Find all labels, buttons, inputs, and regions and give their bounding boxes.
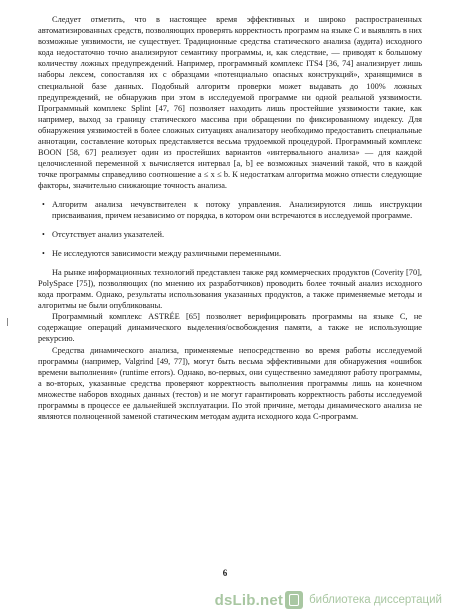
body-text (38, 14, 422, 422)
limitations-list (38, 199, 422, 259)
paragraph-astree: Программный комплекс ASTRÉE [65] позволяет верифицировать программы на языке С, не содержащие операций динамического выделения/освобождения памяти, а также не использующие рекурсию. (38, 312, 422, 344)
bullet-icon: • (42, 248, 45, 258)
paragraph-static-analysis-overview: Следует отметить, что в настоящее время эффективных и широко распространенных автоматизированных средств, позволяющих проверять корректность программ на языке С и выявлять в них возможные уязвимости, не существует. Традиционные средства статического анализа (аудита) исходного кода недостаточно точно анализируют семантику программы, и, как следствие, — приводят к большому количеству ложных предупреждений. Например, программный комплекс ITS4 [36, 74] анализирует лишь наборы лексем, сопоставляя их с образцами «потенциально опасных конструкций», хранящимися в специальной базе данных. Подобный алгоритм проверки может выдавать до 100% ложных предупреждений, не обнаружив при этом в исследуемой программе ни одной реальной уязвимости. Программный комплекс Splint [47, 76] позволяет находить лишь простейшие уязвимости такие, как например, выход за границу статического массива при обращении по фиксированному индексу. Для обнаружения уязвимостей в более сложных ситуациях анализатору необходимо предоставить специальные аннотации, составление которых представляется весьма трудоемкой процедурой. Программный комплекс BOON [58, 67] реализует один из простейших вариантов «интервального анализа» — для каждой целочисленной переменной x вычисляется интервал [a, b] ее возможных значений такой, что в каждой точке программы справедливо соотношение a ≤ x ≤ b. К недостаткам алгоритма можно отнести следующие факторы, значительно снижающие точность анализа. (38, 15, 422, 191)
list-item-text: Алгоритм анализа нечувствителен к потоку управления. Анализируются лишь инструкции присваивания, причем независимо от порядка, в котором они встречаются в исследуемой программе. (52, 199, 422, 220)
paragraph-commercial-products: На рынке информационных технологий представлен также ряд коммерческих продуктов (Coverity [70], PolySpace [75]), позволяющих (по мнению их разработчиков) проводить более точный анализ исходного кода программ. Однако, результаты использования указанных продуктов, а также применяемые методы и алгоритмы не были опубликованы. (38, 267, 422, 311)
paragraph-dynamic-analysis: Средства динамического анализа, применяемые непосредственно во время работы исследуемой программы (например, Valgrind [49, 77]), могут быть весьма эффективными для обнаружения «ошибок времени выполнения» (runtime errors). Однако, во-первых, они существенно замедляют работу программы, а во-вторых, указанные средства проверяют корректность выполнения программы лишь на конечном множестве наборов входных данных (тестов) и не могут гарантировать корректность работы исследуемой программы в процессе ее дальнейшей эксплуатации. По этой причине, методы динамического анализа не являются полноценной заменой статическим методам аудита исходного кода С-программ. (38, 345, 422, 422)
list-item (38, 199, 422, 221)
margin-mark (7, 318, 8, 326)
document-icon (285, 591, 303, 609)
list-item-text: Не исследуются зависимости между различными переменными. (52, 248, 282, 258)
bullet-icon: • (42, 199, 45, 209)
list-item (38, 229, 422, 240)
list-item-text: Отсутствует анализ указателей. (52, 229, 165, 239)
page-number: 6 (222, 568, 228, 578)
watermark-logo (215, 588, 442, 612)
watermark-subtitle: библиотека диссертаций (309, 594, 442, 606)
list-item (38, 248, 422, 259)
watermark-brand: dsLib.net (214, 591, 284, 609)
bullet-icon: • (42, 229, 45, 239)
